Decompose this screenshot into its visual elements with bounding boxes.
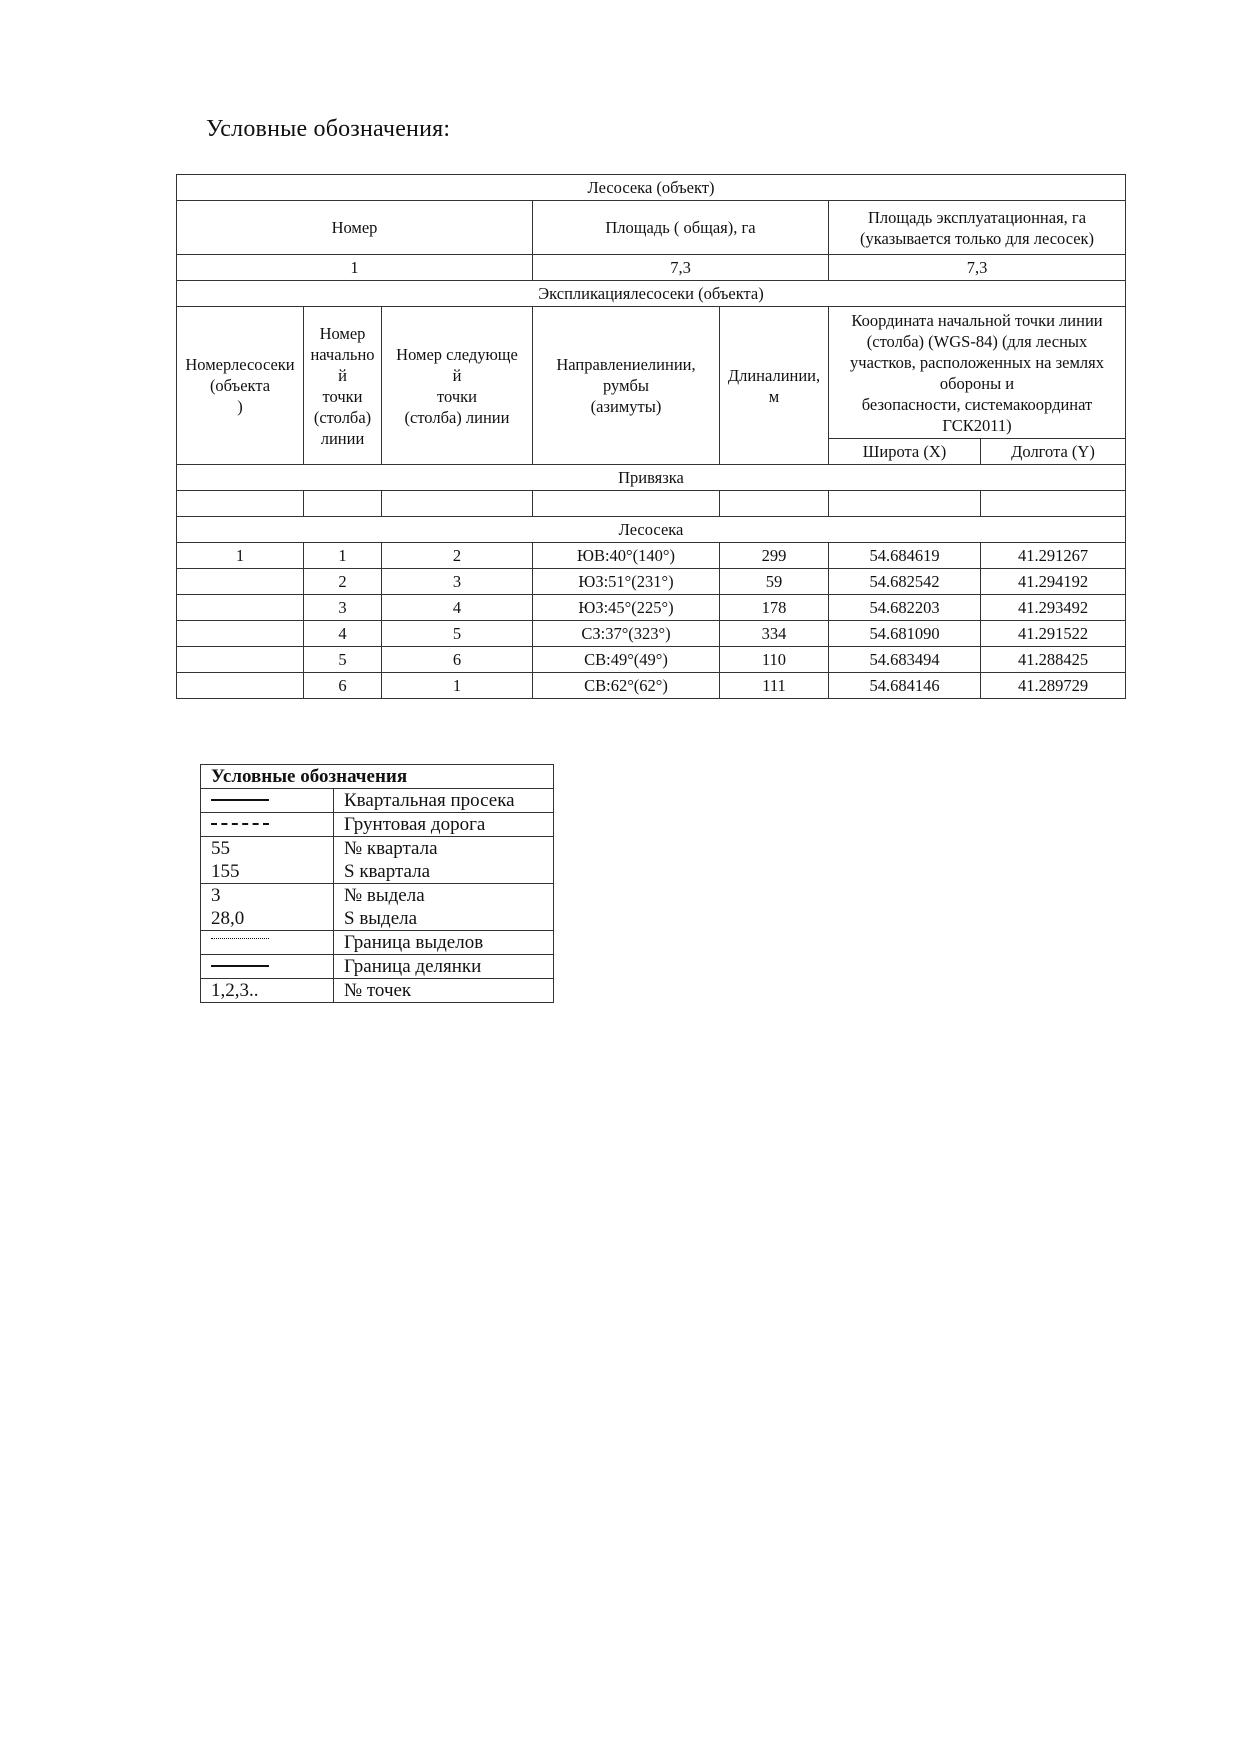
col-area-total-header: Площадь ( общая), га [533, 201, 829, 255]
cell-lon: 41.293492 [981, 595, 1126, 621]
cell-lat: 54.683494 [829, 647, 981, 673]
object-area-total-value: 7,3 [533, 255, 829, 281]
legend-row [201, 931, 554, 955]
legend-label: № выдела S выдела [334, 884, 554, 931]
cell-length: 111 [720, 673, 829, 699]
cell-lat: 54.682203 [829, 595, 981, 621]
cell-length: 110 [720, 647, 829, 673]
cell-plot [177, 595, 304, 621]
plot-title: Лесосека [177, 517, 1126, 543]
cell-plot [177, 621, 304, 647]
cell-start: 1 [304, 543, 382, 569]
col-start-point-header: Номер начально й точки (столба) линии [304, 307, 382, 465]
legend-symbol-dashed-line [201, 813, 334, 837]
cell-lat: 54.684619 [829, 543, 981, 569]
object-number-value: 1 [177, 255, 533, 281]
table-row [177, 543, 1126, 569]
cell-direction: СЗ:37°(323°) [533, 621, 720, 647]
col-number-header: Номер [177, 201, 533, 255]
cell-lon: 41.289729 [981, 673, 1126, 699]
binding-title: Привязка [177, 465, 1126, 491]
col-longitude-header: Долгота (Y) [981, 439, 1126, 465]
cell-length: 299 [720, 543, 829, 569]
cell-plot [177, 647, 304, 673]
legend-row [201, 837, 554, 884]
legend-row [201, 813, 554, 837]
legend-symbol-dotted-line [201, 931, 334, 955]
legend-symbol-section: 3 28,0 [201, 884, 334, 931]
table-row [177, 673, 1126, 699]
cell-direction: СВ:62°(62°) [533, 673, 720, 699]
legend-symbol-points: 1,2,3.. [201, 979, 334, 1003]
legend-row [201, 789, 554, 813]
cell-lat: 54.684146 [829, 673, 981, 699]
legend-label: Граница выделов [334, 931, 554, 955]
cell-next: 3 [382, 569, 533, 595]
cell-length: 334 [720, 621, 829, 647]
col-plot-number-header: Номерлесосеки (объекта ) [177, 307, 304, 465]
object-header: Лесосека (объект) [177, 175, 1126, 201]
cell-lon: 41.288425 [981, 647, 1126, 673]
cell-lon: 41.294192 [981, 569, 1126, 595]
legend-label: Грунтовая дорога [334, 813, 554, 837]
cell-start: 6 [304, 673, 382, 699]
object-area-exploit-value: 7,3 [829, 255, 1126, 281]
legend-label: № квартала S квартала [334, 837, 554, 884]
cell-direction: ЮЗ:51°(231°) [533, 569, 720, 595]
legend-label: № точек [334, 979, 554, 1003]
legend-row [201, 979, 554, 1003]
binding-empty-row [177, 491, 1126, 517]
table-row [177, 621, 1126, 647]
cell-start: 2 [304, 569, 382, 595]
legend-row [201, 884, 554, 931]
table-row [177, 569, 1126, 595]
legend-row [201, 955, 554, 979]
col-coordinates-header: Координата начальной точки линии (столба) (WGS-84) (для лесных участков, расположенных на землях обороны и безопасности, системакоординат ГСК2011) [829, 307, 1126, 439]
cell-next: 5 [382, 621, 533, 647]
col-latitude-header: Широта (X) [829, 439, 981, 465]
cell-start: 4 [304, 621, 382, 647]
explication-title: Экспликациялесосеки (объекта) [177, 281, 1126, 307]
legend-symbol-solid-line [201, 955, 334, 979]
cell-plot: 1 [177, 543, 304, 569]
cell-next: 2 [382, 543, 533, 569]
cell-length: 59 [720, 569, 829, 595]
legend-symbol-solid-line [201, 789, 334, 813]
forest-plot-table [176, 174, 1126, 699]
cell-direction: ЮВ:40°(140°) [533, 543, 720, 569]
cell-next: 4 [382, 595, 533, 621]
col-direction-header: Направлениелинии, румбы (азимуты) [533, 307, 720, 465]
cell-next: 6 [382, 647, 533, 673]
col-length-header: Длиналинии, м [720, 307, 829, 465]
cell-lon: 41.291522 [981, 621, 1126, 647]
table-row [177, 647, 1126, 673]
table-row [177, 595, 1126, 621]
legend-table [200, 764, 554, 1003]
cell-start: 5 [304, 647, 382, 673]
cell-lon: 41.291267 [981, 543, 1126, 569]
legend-label: Квартальная просека [334, 789, 554, 813]
cell-lat: 54.682542 [829, 569, 981, 595]
cell-next: 1 [382, 673, 533, 699]
cell-start: 3 [304, 595, 382, 621]
legend-symbol-quarter: 55 155 [201, 837, 334, 884]
legend-title: Условные обозначения [201, 765, 554, 789]
cell-length: 178 [720, 595, 829, 621]
cell-plot [177, 569, 304, 595]
page-title: Условные обозначения: [206, 116, 451, 142]
cell-lat: 54.681090 [829, 621, 981, 647]
cell-plot [177, 673, 304, 699]
cell-direction: СВ:49°(49°) [533, 647, 720, 673]
col-area-exploit-header: Площадь эксплуатационная, га (указывается только для лесосек) [829, 201, 1126, 255]
cell-direction: ЮЗ:45°(225°) [533, 595, 720, 621]
col-next-point-header: Номер следующе й точки (столба) линии [382, 307, 533, 465]
legend-label: Граница делянки [334, 955, 554, 979]
